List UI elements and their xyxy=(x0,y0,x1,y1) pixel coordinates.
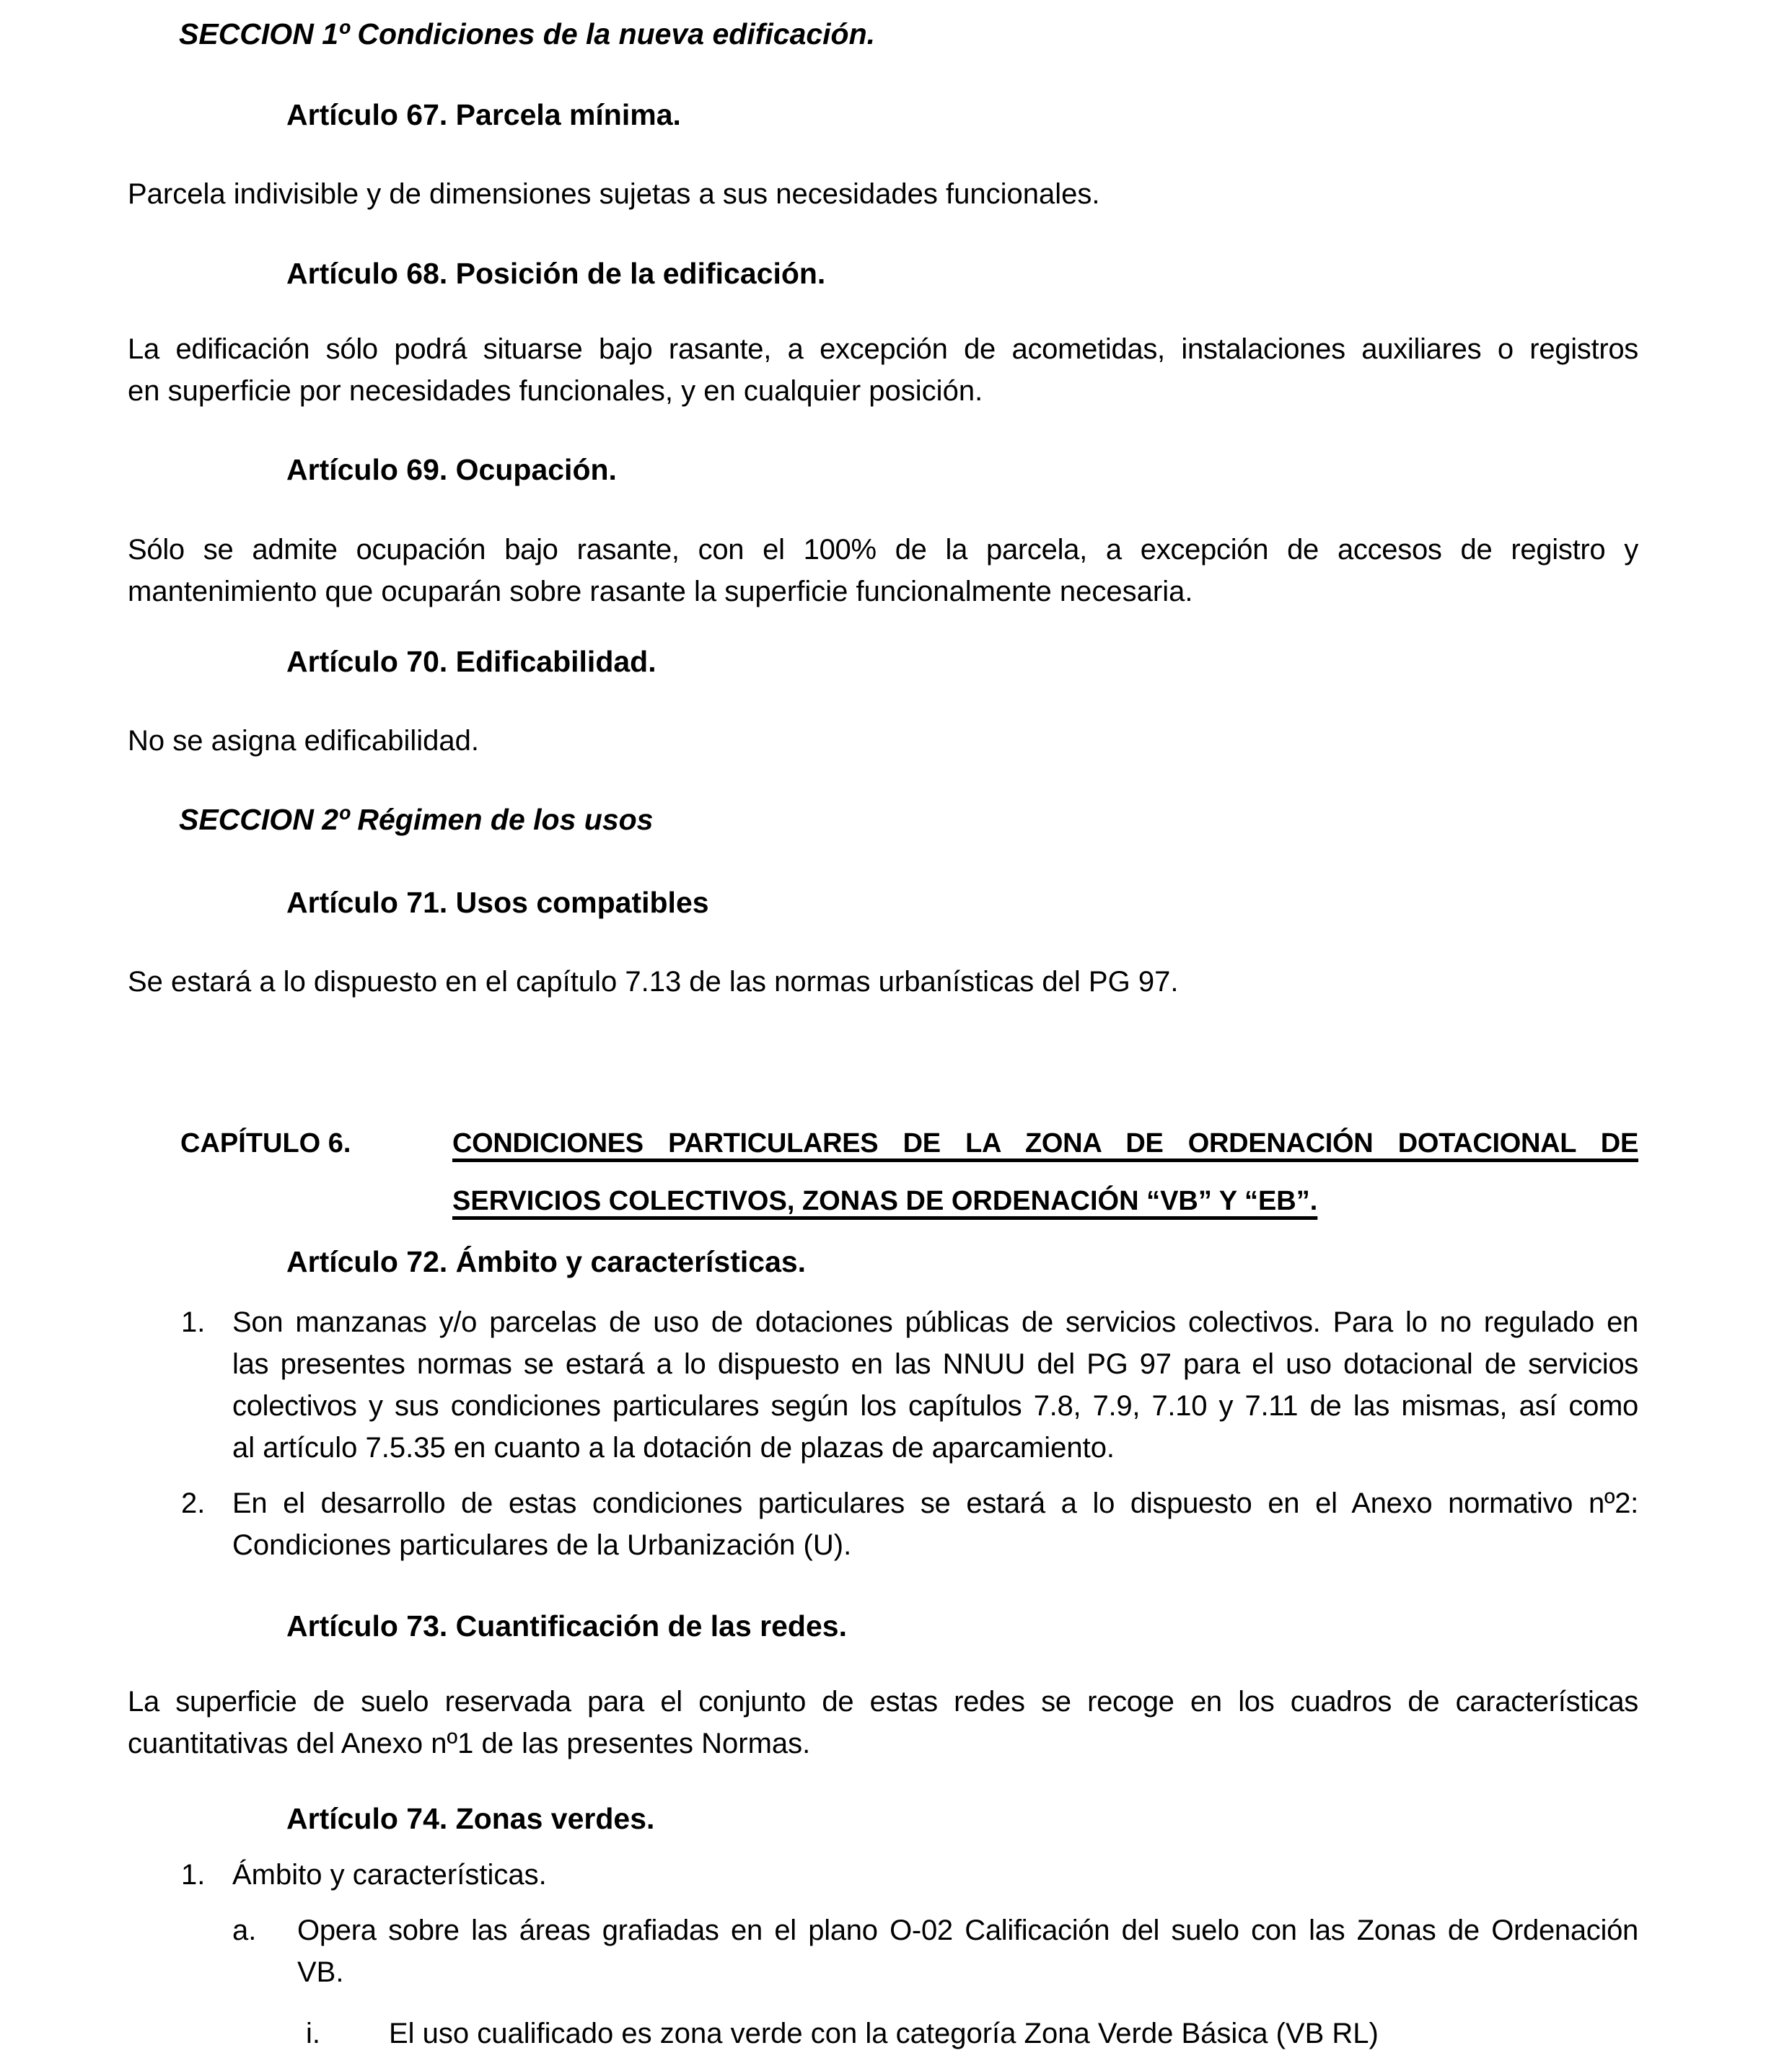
text-line: mantenimiento que ocuparán sobre rasante la superficie funcionalmente necesaria. xyxy=(128,576,1193,607)
text-line: las presentes normas se estará a lo dispuesto en las NNUU del PG 97 para el uso dotacional de servicios xyxy=(232,1348,1638,1380)
text-line: al artículo 7.5.35 en cuanto a la dotación de plazas de aparcamiento. xyxy=(232,1432,1115,1464)
list-item-marker: 1. xyxy=(181,1306,206,1338)
text-line: Condiciones particulares de la Urbanización (U). xyxy=(232,1529,852,1561)
text-line: VB. xyxy=(297,1956,344,1988)
list-item xyxy=(181,1301,1638,1469)
text-line: en superficie por necesidades funcionales, y en cualquier posición. xyxy=(128,375,983,407)
text-line: La superficie de suelo reservada para el conjunto de estas redes se recoge en los cuadros de características xyxy=(128,1686,1638,1718)
list-item-marker: 1. xyxy=(181,1859,206,1891)
article-67-paragraph xyxy=(128,173,1638,215)
list-item-text xyxy=(389,2013,1638,2054)
chapter-6-title xyxy=(452,1115,1638,1230)
list-item xyxy=(181,1482,1638,1566)
section-1-heading: SECCION 1º Condiciones de la nueva edificación. xyxy=(179,17,876,50)
list-item xyxy=(232,1909,1638,1993)
article-71-heading: Artículo 71. Usos compatibles xyxy=(286,886,709,919)
list-item xyxy=(181,1854,1638,1896)
article-70-paragraph xyxy=(128,720,1638,762)
text-line: El uso cualificado es zona verde con la categoría Zona Verde Básica (VB RL) xyxy=(389,2018,1379,2049)
chapter-6-heading xyxy=(180,1115,1638,1230)
article-73-paragraph xyxy=(128,1681,1638,1764)
list-item xyxy=(306,2013,1638,2054)
text-line: Se estará a lo dispuesto en el capítulo 7.13 de las normas urbanísticas del PG 97. xyxy=(128,966,1179,998)
article-70-heading: Artículo 70. Edificabilidad. xyxy=(286,645,656,678)
list-item-marker: i. xyxy=(306,2018,320,2049)
text-line: colectivos y sus condiciones particulares según los capítulos 7.8, 7.9, 7.10 y 7.11 de las mismas, así como xyxy=(232,1390,1638,1422)
article-72-heading: Artículo 72. Ámbito y características. xyxy=(286,1245,807,1278)
section-2-heading: SECCION 2º Régimen de los usos xyxy=(179,803,654,836)
list-item-text xyxy=(297,1909,1638,1993)
text-line: Sólo se admite ocupación bajo rasante, con el 100% de la parcela, a excepción de accesos de registro y xyxy=(128,534,1638,566)
article-74-heading: Artículo 74. Zonas verdes. xyxy=(286,1802,655,1835)
list-item-marker: a. xyxy=(232,1915,257,1946)
text-line: No se asigna edificabilidad. xyxy=(128,725,479,757)
article-71-paragraph xyxy=(128,961,1638,1003)
article-73-heading: Artículo 73. Cuantificación de las redes. xyxy=(286,1609,847,1643)
text-line: Opera sobre las áreas grafiadas en el plano O-02 Calificación del suelo con las Zonas de Ordenación xyxy=(297,1915,1638,1946)
text-line: CONDICIONES PARTICULARES DE LA ZONA DE ORDENACIÓN DOTACIONAL DE xyxy=(452,1128,1638,1159)
list-item-text xyxy=(232,1854,1638,1896)
chapter-6-label: CAPÍTULO 6. xyxy=(180,1128,351,1159)
list-item-text xyxy=(232,1482,1638,1566)
list-item-marker: 2. xyxy=(181,1487,206,1519)
text-line: SERVICIOS COLECTIVOS, ZONAS DE ORDENACIÓN “VB” Y “EB”. xyxy=(452,1186,1318,1216)
text-line: Ámbito y características. xyxy=(232,1859,547,1891)
article-69-paragraph xyxy=(128,529,1638,612)
article-68-heading: Artículo 68. Posición de la edificación. xyxy=(286,257,826,290)
text-line: En el desarrollo de estas condiciones particulares se estará a lo dispuesto en el Anexo normativo nº2: xyxy=(232,1487,1638,1519)
text-line: Son manzanas y/o parcelas de uso de dotaciones públicas de servicios colectivos. Para lo no regulado en xyxy=(232,1306,1638,1338)
text-line: Parcela indivisible y de dimensiones sujetas a sus necesidades funcionales. xyxy=(128,178,1100,210)
text-line: La edificación sólo podrá situarse bajo rasante, a excepción de acometidas, instalaciones auxiliares o registros xyxy=(128,333,1638,365)
article-69-heading: Artículo 69. Ocupación. xyxy=(286,453,617,486)
article-68-paragraph xyxy=(128,328,1638,412)
list-item-text xyxy=(232,1301,1638,1469)
article-67-heading: Artículo 67. Parcela mínima. xyxy=(286,98,681,131)
text-line: cuantitativas del Anexo nº1 de las presentes Normas. xyxy=(128,1728,811,1759)
